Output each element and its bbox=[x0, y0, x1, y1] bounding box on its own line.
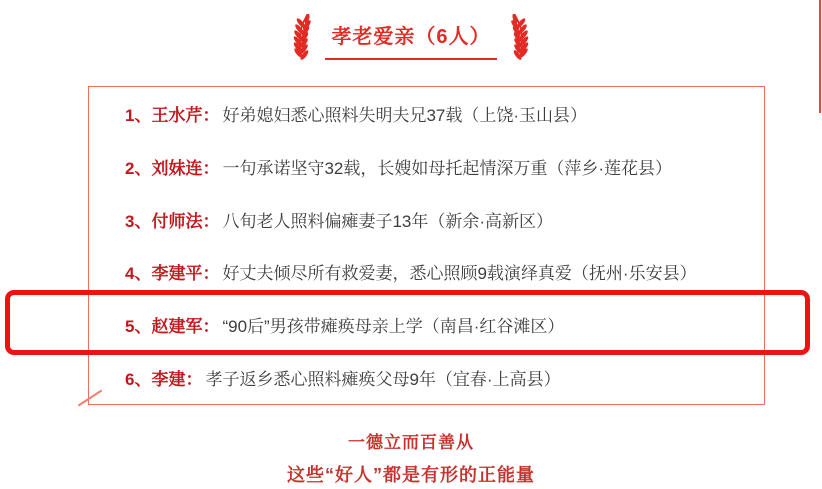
award-category-header bbox=[0, 14, 822, 62]
right-edge-line bbox=[819, 0, 821, 113]
laurel-right-icon bbox=[509, 14, 533, 62]
list-item bbox=[89, 193, 764, 246]
honoree-desc: 一句承诺坚守32载，长嫂如母托起情深万重（萍乡·莲花县） bbox=[222, 158, 673, 178]
honoree-label: 2、刘妹连： bbox=[125, 158, 220, 178]
honoree-desc: “90后”男孩带瘫痪母亲上学（南昌·红谷滩区） bbox=[222, 317, 565, 337]
page-title: 孝老爱亲（6人） bbox=[325, 16, 496, 60]
laurel-left-icon bbox=[289, 14, 313, 62]
list-item bbox=[89, 351, 764, 404]
honoree-desc: 好丈夫倾尽所有救爱妻，悉心照顾9载演绎真爱（抚州·乐安县） bbox=[222, 264, 697, 284]
honorees-list-box bbox=[88, 86, 765, 405]
list-item-highlighted bbox=[89, 298, 764, 351]
footer-slogan-line1: 一德立而百善从 bbox=[348, 433, 474, 452]
list-item bbox=[89, 140, 764, 193]
honoree-desc: 孝子返乡悉心照料瘫痪父母9年（宜春·上高县） bbox=[205, 370, 561, 390]
honoree-label: 3、付师法： bbox=[125, 211, 220, 231]
honoree-desc: 八旬老人照料偏瘫妻子13年（新余·高新区） bbox=[222, 211, 554, 231]
list-item bbox=[89, 87, 764, 140]
honoree-label: 4、李建平： bbox=[125, 264, 220, 284]
honoree-label: 6、李建： bbox=[125, 370, 203, 390]
honoree-desc: 好弟媳妇悉心照料失明夫兄37载（上饶·玉山县） bbox=[222, 105, 588, 125]
list-item bbox=[89, 245, 764, 298]
honoree-label: 5、赵建军： bbox=[125, 317, 220, 337]
footer-slogan-line2: 这些“好人”都是有形的正能量 bbox=[287, 465, 535, 485]
honoree-label: 1、王水芹： bbox=[125, 105, 220, 125]
